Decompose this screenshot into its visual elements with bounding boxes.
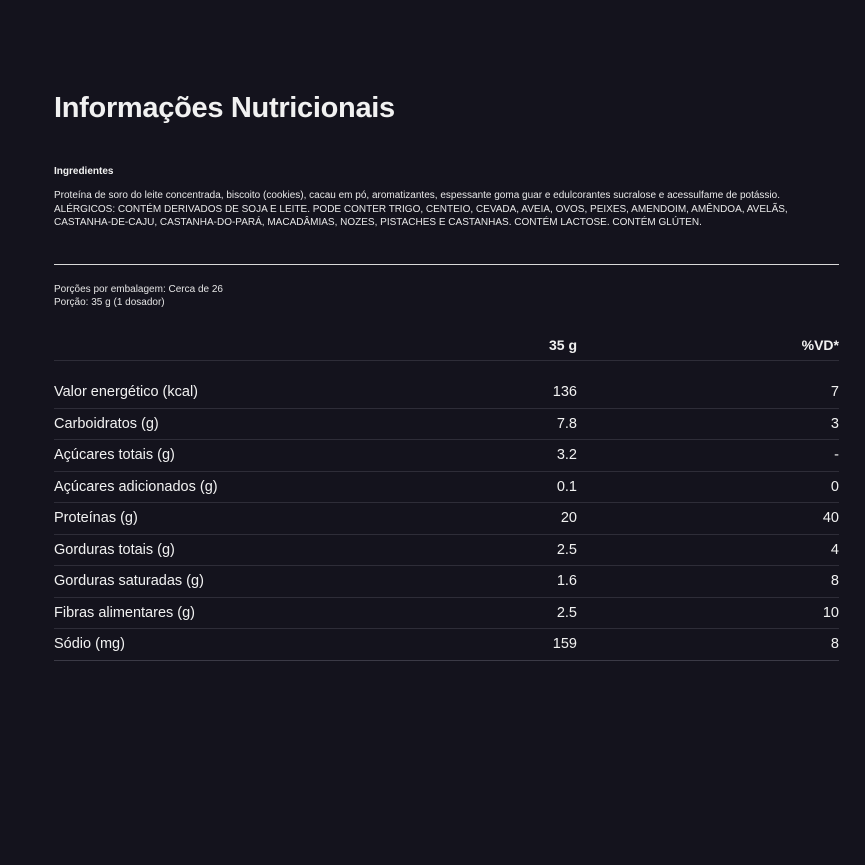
table-row	[54, 503, 839, 535]
table-row	[54, 535, 839, 567]
header-qty: 35 g	[548, 336, 577, 353]
nutrient-qty: 20	[560, 510, 577, 527]
nutrient-qty: 3.2	[556, 447, 577, 464]
nutrient-vd: 0	[830, 478, 839, 495]
header-vd: %VD*	[801, 336, 839, 353]
section-divider	[54, 264, 839, 265]
nutrient-vd: 3	[830, 415, 839, 432]
nutrient-qty: 7.8	[556, 415, 577, 432]
table-row	[54, 377, 839, 409]
ingredients-text: Proteína de soro do leite concentrada, biscoito (cookies), cacau em pó, aromatizantes, espessante goma guar e edulcorantes sucralose e acessulfame de potássio. ALÉRGICOS: CONTÉM DERIVADOS DE SOJA E LEITE. PODE CONTER TRIGO, CENTEIO, CEVADA, AVEIA, OVOS, PEIXES, AMENDOIM, AMÊNDOA, AVELÃS, CASTANHA-DE-CAJU, CASTANHA-DO-PARÁ, MACADÂMIAS, NOZES, PISTACHES E CASTANHAS. CONTÉM LACTOSE. CONTÉM GLÚTEN.	[54, 190, 788, 228]
nutrient-qty: 136	[552, 384, 577, 401]
table-row	[54, 409, 839, 441]
table-header-row	[54, 329, 839, 361]
ingredients-heading: Ingredientes	[54, 166, 114, 177]
portions-per-package: Porções por embalagem: Cerca de 26	[54, 284, 223, 295]
nutrient-vd: 4	[830, 541, 839, 558]
nutrient-name: Gorduras saturadas (g)	[54, 573, 204, 590]
nutrient-qty: 2.5	[556, 541, 577, 558]
table-row	[54, 472, 839, 504]
nutrient-qty: 159	[552, 636, 577, 653]
nutrient-vd: 8	[830, 573, 839, 590]
nutrient-qty: 2.5	[556, 604, 577, 621]
nutrient-name: Fibras alimentares (g)	[54, 604, 196, 621]
table-row	[54, 598, 839, 630]
nutrient-vd: 40	[822, 510, 839, 527]
nutrient-vd: 10	[822, 604, 839, 621]
nutrient-vd: 7	[830, 384, 839, 401]
nutrient-name: Valor energético (kcal)	[54, 384, 198, 401]
table-row	[54, 440, 839, 472]
nutrient-name: Gorduras totais (g)	[54, 541, 175, 558]
table-row	[54, 629, 839, 661]
nutrient-qty: 0.1	[556, 478, 577, 495]
table-row	[54, 566, 839, 598]
nutrient-name: Sódio (mg)	[54, 636, 125, 653]
nutrient-name: Açúcares adicionados (g)	[54, 478, 218, 495]
nutrient-name: Carboidratos (g)	[54, 415, 159, 432]
page-title: Informações Nutricionais	[54, 92, 395, 124]
nutrient-qty: 1.6	[556, 573, 577, 590]
portion-size: Porção: 35 g (1 dosador)	[54, 297, 165, 308]
nutrient-name: Açúcares totais (g)	[54, 447, 175, 464]
nutrient-vd: -	[834, 447, 839, 464]
nutrient-name: Proteínas (g)	[54, 510, 138, 527]
nutrition-table	[54, 329, 839, 661]
nutrient-vd: 8	[830, 636, 839, 653]
